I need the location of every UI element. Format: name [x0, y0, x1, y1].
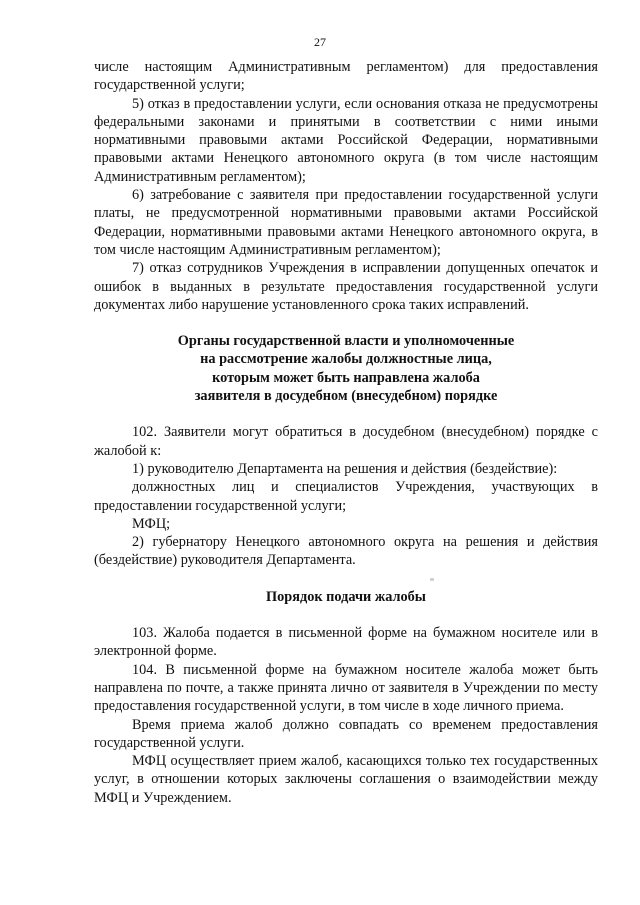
scan-speck	[430, 578, 434, 581]
section-heading-line: на рассмотрение жалобы должностные лица,	[200, 351, 492, 368]
paragraph: должностных лиц и специалистов Учреждения, участвующих в предоставлении государственной услуги;	[94, 479, 598, 514]
paragraph: 1) руководителю Департамента на решения и действия (бездействие):	[132, 460, 558, 477]
paragraph: числе настоящим Административным регламентом) для предоставления государственной услуги;	[94, 59, 598, 94]
paragraph: 7) отказ сотрудников Учреждения в исправлении допущенных опечаток и ошибок в выданных в результате предоставления государственной услуги документах либо нарушение установленного срока таких исправлений.	[94, 260, 598, 313]
page-number: 27	[314, 35, 326, 49]
section-heading: Порядок подачи жалобы	[266, 588, 426, 605]
section-heading-line: Органы государственной власти и уполномоченные	[177, 333, 515, 350]
paragraph: 102. Заявители могут обратиться в досудебном (внесудебном) порядке с жалобой к:	[94, 424, 598, 459]
paragraph: МФЦ;	[132, 515, 171, 532]
section-heading-line: заявителя в досудебном (внесудебном) порядке	[194, 388, 498, 405]
paragraph: 103. Жалоба подается в письменной форме на бумажном носителе или в электронной форме.	[94, 625, 598, 660]
paragraph: Время приема жалоб должно совпадать со временем предоставления государственной услуги.	[94, 716, 598, 751]
paragraph: 6) затребование с заявителя при предоставлении государственной услуги платы, не предусмотренной нормативными правовыми актами Российской Федерации, нормативными правовыми актами Ненецкого автономного округа, в том числе настоящим Административным регламентом);	[94, 187, 598, 258]
paragraph: 104. В письменной форме на бумажном носителе жалоба может быть направлена по почте, а также принята лично от заявителя в Учреждении по месту предоставления государственной услуги, в том числе в ходе личного приема.	[94, 661, 598, 715]
paragraph: МФЦ осуществляет прием жалоб, касающихся только тех государственных услуг, в отношении которых заключены соглашения о взаимодействии между МФЦ и Учреждением.	[94, 753, 598, 806]
document-body	[94, 58, 598, 807]
section-heading-line: которым может быть направлена жалоба	[212, 369, 480, 386]
paragraph: 5) отказ в предоставлении услуги, если основания отказа не предусмотрены федеральными законами и принятыми в соответствии с ними иными нормативными правовыми актами Российской Федерации, нормативными правовыми актами Ненецкого автономного округа (в том числе настоящим Административным регламентом);	[94, 95, 598, 185]
paragraph: 2) губернатору Ненецкого автономного округа на решения и действия (бездействие) руководителя Департамента.	[94, 534, 598, 569]
